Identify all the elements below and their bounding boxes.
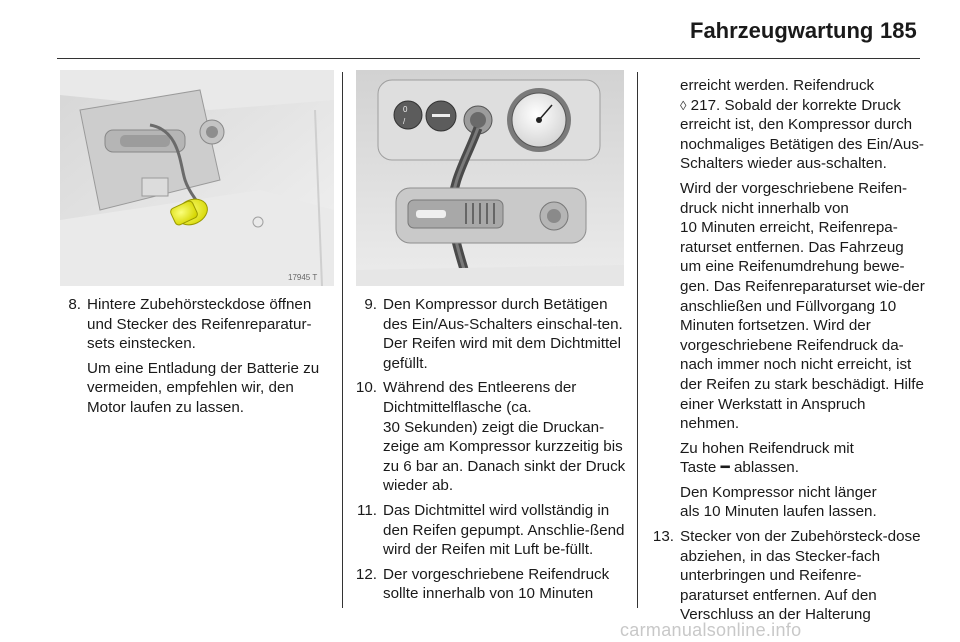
step-12: [355, 565, 627, 604]
step-number: 8.: [68, 296, 81, 313]
step-12-para-3: [680, 439, 926, 478]
step-text: [383, 378, 627, 496]
step-text: Das Dichtmittel wird vollständig in den Reifen gepumpt. Anschlie-ßend wird der Reifen mit Luft be-füllt.: [383, 501, 625, 559]
step-number: 13.: [652, 528, 674, 546]
step-12-para-1: [680, 76, 926, 174]
page-header: [0, 0, 960, 60]
header-rule: [57, 58, 920, 59]
minus-button-icon: ━: [720, 459, 730, 477]
step-text-part: ablassen.: [733, 459, 799, 477]
step-text-part: 30 Sekunden) zeigt die Druckan-zeige am Kompressor kurzzeitig bis zu 6 bar an. Danach sinkt der Druck wieder ab.: [383, 418, 626, 495]
step-text-part: Zu hohen Reifendruck mit: [680, 439, 854, 457]
step-8-note: Um eine Entladung der Batterie zu vermeiden, empfehlen wir, den Motor laufen zu lassen.: [87, 359, 320, 416]
step-text: Stecker von der Zubehörsteck-dose abziehen, in das Stecker-fach unterbringen und Reifenre-paraturset entfernen. Auf den Verschluss an der Halterung: [680, 528, 921, 624]
column-1: [60, 295, 334, 418]
step-text-part: 10 Minuten erreicht, Reifenrepa-raturset entfernen. Das Fahrzeug um eine Reifenumdrehung bewe-gen. Das Reifenreparaturset wie-der anschließen und Füllvorgang 10 Minuten fortsetzen. Wird der vorgeschriebene Reifendruck da-nach immer noch nicht erreicht, ist der Reifen zu stark beschädigt. Hilfe einer Werkstatt in Anspruch nehmen.: [680, 219, 925, 433]
step-12-para-2: [680, 179, 926, 434]
step-9: [355, 295, 627, 373]
svg-text:0: 0: [403, 105, 408, 114]
step-13: [650, 527, 926, 625]
step-text-part: Den Kompressor nicht länger: [680, 483, 877, 501]
page-reference-icon: ◊: [680, 97, 687, 113]
figure-code: 17945 T: [288, 273, 318, 282]
column-divider-right: [637, 72, 638, 608]
step-text: Den Kompressor durch Betätigen des Ein/Aus-Schalters einschal-ten. Der Reifen wird mit dem Dichtmittel gefüllt.: [383, 296, 623, 372]
step-number: 12.: [355, 565, 377, 583]
step-number: 11.: [357, 501, 377, 519]
step-number: 9.: [364, 296, 377, 313]
step-text: Hintere Zubehörsteckdose öffnen und Stecker des Reifenreparatur-sets einstecken.: [87, 296, 312, 353]
step-text-part: als 10 Minuten laufen lassen.: [680, 503, 877, 521]
page-number: 185: [880, 18, 917, 43]
step-text-part: Taste: [680, 459, 717, 477]
step-12-continued: [680, 76, 926, 522]
compressor-photo: [356, 70, 624, 286]
step-text-part: 217. Sobald der korrekte Druck erreicht ist, den Kompressor durch nochmaliges Betätigen des Ein/Aus-Schalters wieder aus-schalten.: [680, 96, 924, 173]
step-text-part: Wird der vorgeschriebene Reifen-druck nicht innerhalb von: [680, 179, 908, 217]
watermark: carmanualsonline.info: [620, 620, 802, 640]
column-divider-left: [342, 72, 343, 608]
column-3: [650, 76, 926, 625]
page-title: Fahrzeugwartung: [690, 18, 874, 43]
step-text-part: Während des Entleerens der Dichtmittelflasche (ca.: [383, 379, 577, 416]
socket-photo: [60, 70, 334, 286]
step-8: [60, 295, 334, 354]
step-number: 10.: [355, 379, 377, 397]
step-text: Der vorgeschriebene Reifendruck sollte innerhalb von 10 Minuten: [383, 565, 610, 603]
step-12-para-4: [680, 483, 926, 522]
column-2: [355, 295, 627, 604]
step-11: [355, 501, 627, 560]
step-text-part: erreicht werden. Reifendruck: [680, 77, 875, 94]
step-10: [355, 378, 627, 496]
svg-text:/: /: [403, 117, 406, 126]
